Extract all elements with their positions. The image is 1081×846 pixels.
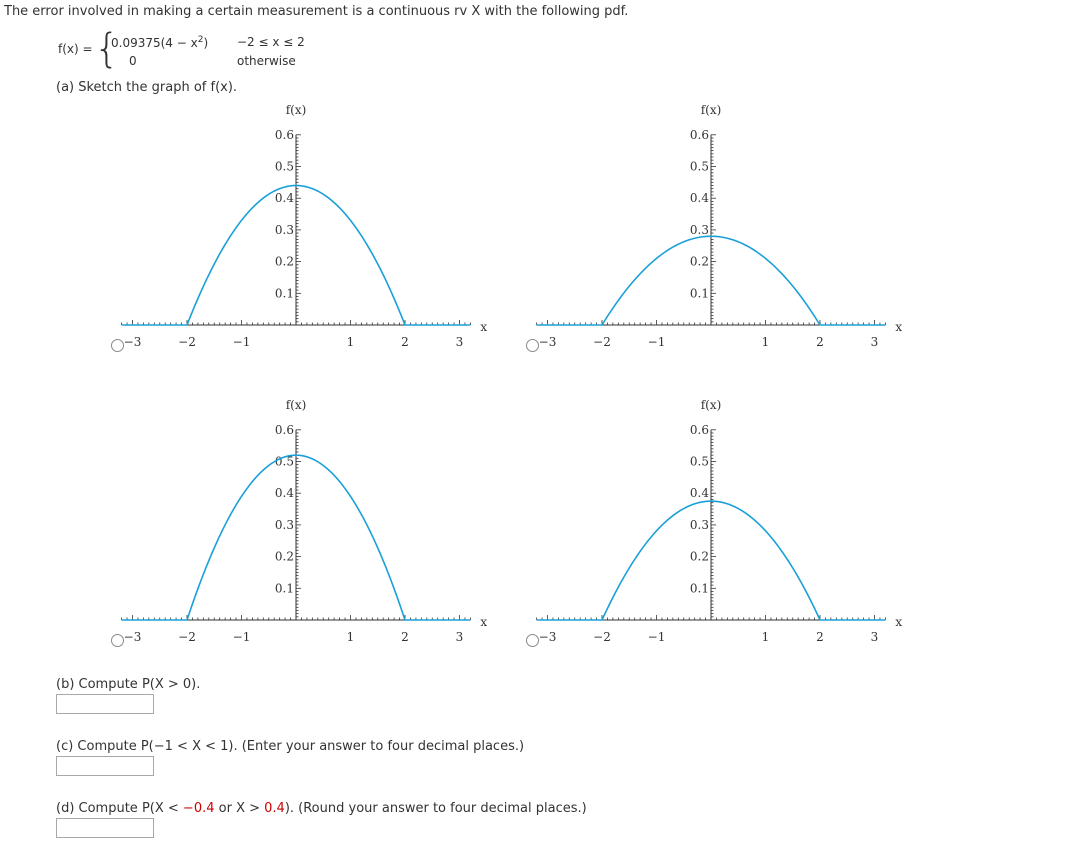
pdf-case1-expr: $0.09375(4 - x^2)$ bbox=[111, 35, 209, 50]
y-tick-label: 0.2 bbox=[689, 549, 709, 564]
x-axis-label: x bbox=[895, 615, 903, 629]
x-tick-label: 1 bbox=[761, 630, 770, 644]
x-tick-label: 2 bbox=[401, 335, 409, 349]
part-b-answer-input[interactable] bbox=[56, 694, 154, 714]
x-tick-label: 3 bbox=[870, 335, 879, 349]
x-tick-label: −3 bbox=[123, 630, 142, 644]
x-tick-label: −1 bbox=[232, 630, 251, 644]
y-tick-label: 0.2 bbox=[274, 549, 294, 564]
pdf-case2-expr: 0 bbox=[129, 54, 137, 68]
part-c-prompt: (c) Compute P(−1 < X < 1). (Enter your answer to four decimal places.) bbox=[56, 739, 525, 754]
x-axis-label: x bbox=[895, 320, 903, 334]
y-tick-label: 0.6 bbox=[689, 127, 709, 142]
pdf-brace: { bbox=[94, 26, 120, 72]
x-tick-label: −2 bbox=[593, 335, 611, 349]
y-tick-label: 0.1 bbox=[689, 581, 709, 596]
x-tick-label: −2 bbox=[178, 335, 196, 349]
y-tick-label: 0.3 bbox=[274, 517, 294, 532]
graph-option-1 bbox=[120, 96, 500, 356]
y-tick-label: 0.6 bbox=[274, 422, 294, 437]
y-axis-label: f(x) bbox=[285, 103, 307, 117]
pdf-case1-condition: −2 ≤ x ≤ 2 bbox=[237, 35, 305, 49]
x-tick-label: −1 bbox=[647, 630, 666, 644]
x-tick-label: −2 bbox=[178, 630, 196, 644]
y-tick-label: 0.2 bbox=[274, 254, 294, 269]
x-tick-label: −2 bbox=[593, 630, 611, 644]
part-c-answer-input[interactable] bbox=[56, 756, 154, 776]
x-tick-label: 3 bbox=[455, 335, 464, 349]
x-axis-label: x bbox=[480, 320, 488, 334]
x-tick-label: 1 bbox=[346, 335, 355, 349]
graph-option-2 bbox=[535, 96, 915, 356]
part-d-answer-input[interactable] bbox=[56, 818, 154, 838]
x-tick-label: 2 bbox=[816, 630, 824, 644]
y-axis-label: f(x) bbox=[700, 398, 722, 412]
x-tick-label: 3 bbox=[455, 630, 464, 644]
y-tick-label: 0.3 bbox=[689, 517, 709, 532]
problem-intro: The error involved in making a certain measurement is a continuous rv X with the following pdf. bbox=[4, 4, 629, 19]
y-tick-label: 0.1 bbox=[689, 286, 709, 301]
graph-option-3 bbox=[120, 391, 500, 651]
x-tick-label: −3 bbox=[538, 335, 557, 349]
part-d-prompt: (d) Compute P(X < −0.4 or X > 0.4). (Round your answer to four decimal places.) bbox=[56, 801, 587, 816]
y-tick-label: 0.5 bbox=[274, 454, 294, 469]
graph-option-4 bbox=[535, 391, 915, 651]
y-tick-label: 0.4 bbox=[689, 191, 709, 206]
x-tick-label: −1 bbox=[232, 335, 251, 349]
y-tick-label: 0.6 bbox=[274, 127, 294, 142]
y-tick-label: 0.3 bbox=[689, 222, 709, 237]
y-tick-label: 0.4 bbox=[689, 486, 709, 501]
y-tick-label: 0.5 bbox=[689, 454, 709, 469]
y-tick-label: 0.5 bbox=[274, 159, 294, 174]
x-tick-label: −3 bbox=[538, 630, 557, 644]
x-tick-label: 3 bbox=[870, 630, 879, 644]
x-axis-label: x bbox=[480, 615, 488, 629]
x-tick-label: −1 bbox=[647, 335, 666, 349]
x-tick-label: 2 bbox=[816, 335, 824, 349]
y-axis-label: f(x) bbox=[285, 398, 307, 412]
pdf-case2-condition: otherwise bbox=[237, 54, 296, 68]
y-tick-label: 0.1 bbox=[274, 286, 294, 301]
x-tick-label: 2 bbox=[401, 630, 409, 644]
part-b-prompt: (b) Compute P(X > 0). bbox=[56, 677, 201, 692]
y-tick-label: 0.3 bbox=[274, 222, 294, 237]
x-tick-label: 1 bbox=[346, 630, 355, 644]
pdf-fx-label: f(x) = bbox=[58, 42, 93, 56]
x-tick-label: −3 bbox=[123, 335, 142, 349]
y-tick-label: 0.1 bbox=[274, 581, 294, 596]
x-tick-label: 1 bbox=[761, 335, 770, 349]
y-tick-label: 0.6 bbox=[689, 422, 709, 437]
part-a-prompt: (a) Sketch the graph of f(x). bbox=[56, 80, 238, 95]
y-tick-label: 0.5 bbox=[689, 159, 709, 174]
y-tick-label: 0.4 bbox=[274, 191, 294, 206]
y-tick-label: 0.4 bbox=[274, 486, 294, 501]
y-tick-label: 0.2 bbox=[689, 254, 709, 269]
y-axis-label: f(x) bbox=[700, 103, 722, 117]
